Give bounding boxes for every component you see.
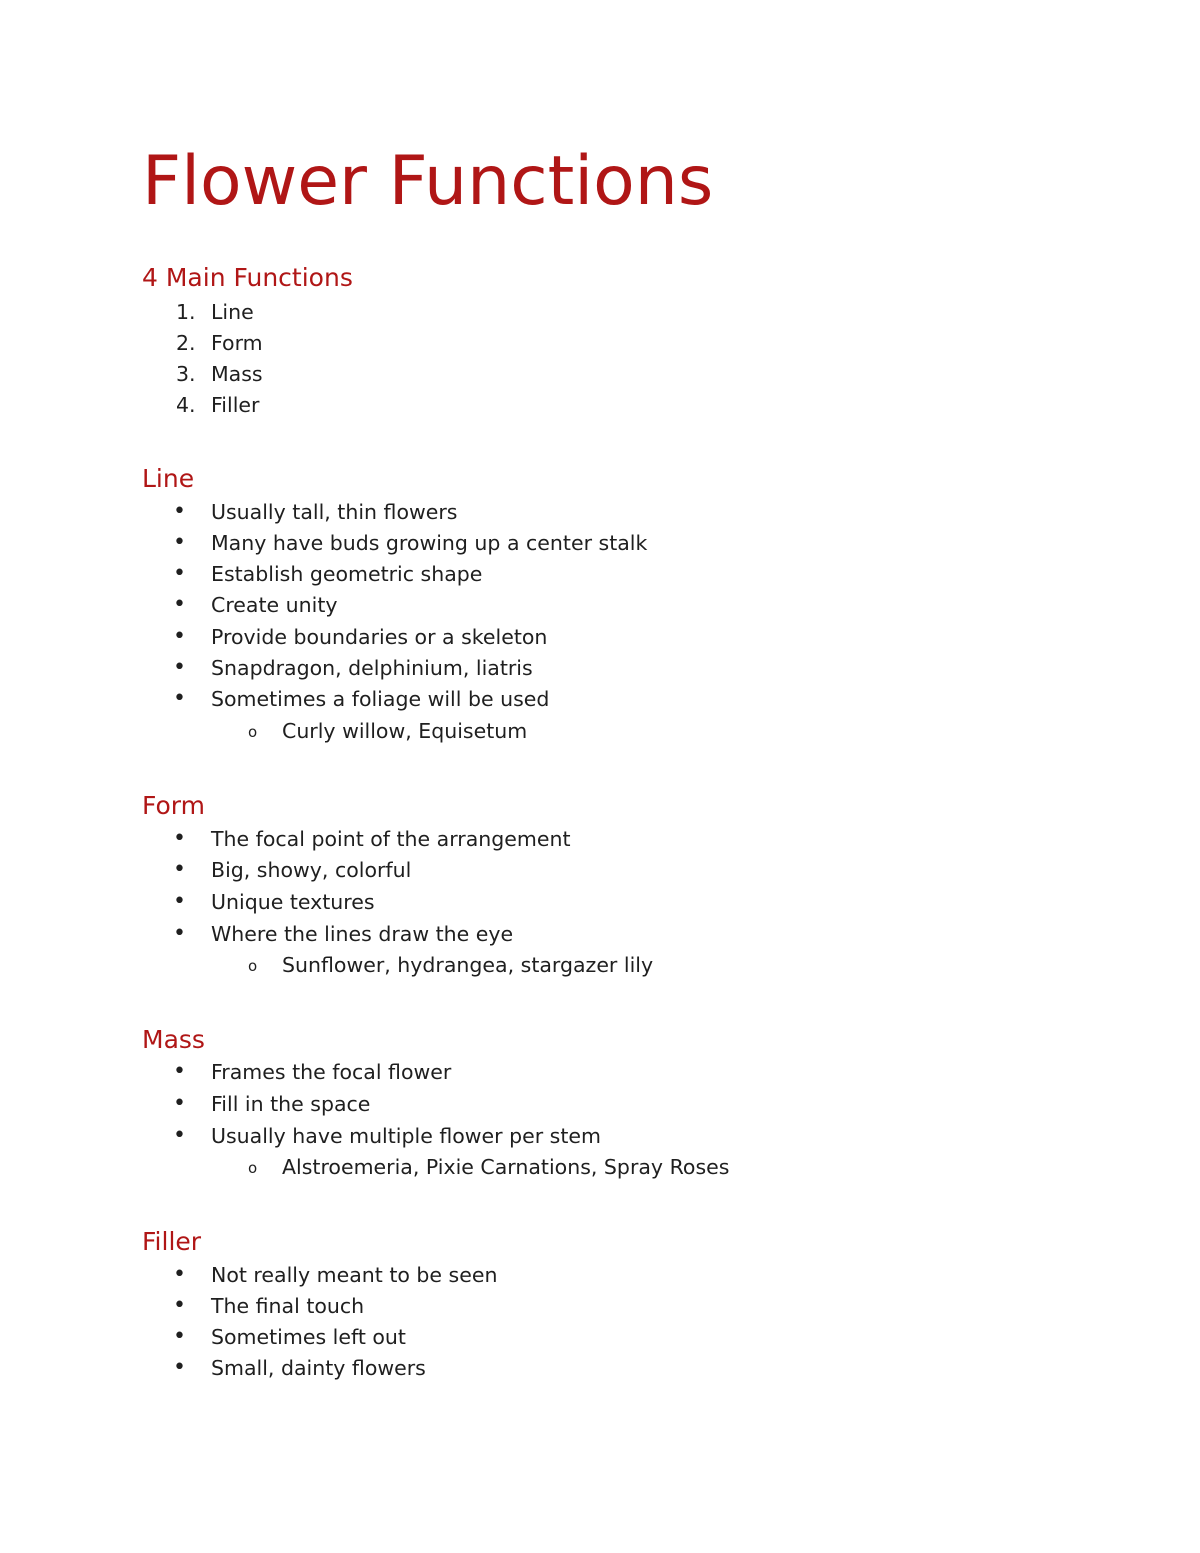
bullet-icon: • [173, 889, 186, 914]
sub-bullet-icon: o [248, 723, 258, 741]
list-item: Mass [211, 362, 263, 386]
list-item: Unique textures [211, 890, 375, 914]
list-number: 1. [176, 300, 196, 324]
bullet-icon: • [173, 1262, 186, 1287]
bullet-icon: • [173, 1324, 186, 1349]
bullet-icon: • [173, 1123, 186, 1148]
list-number: 2. [176, 331, 196, 355]
sub-bullet-icon: o [248, 957, 258, 975]
bullet-icon: • [173, 1091, 186, 1116]
bullet-icon: • [173, 655, 186, 680]
bullet-icon: • [173, 561, 186, 586]
list-item: Usually tall, thin flowers [211, 500, 458, 524]
bullet-icon: • [173, 857, 186, 882]
list-item: Sometimes a foliage will be used [211, 687, 550, 711]
sub-list-item: Sunflower, hydrangea, stargazer lily [282, 953, 654, 977]
list-item: Create unity [211, 593, 338, 617]
list-item: Small, dainty flowers [211, 1356, 426, 1380]
bullet-icon: • [173, 686, 186, 711]
list-item: Frames the focal flower [211, 1060, 452, 1084]
list-item: The final touch [211, 1294, 365, 1318]
section-heading-line: Line [142, 464, 195, 493]
list-item: Establish geometric shape [211, 562, 483, 586]
bullet-icon: • [173, 592, 186, 617]
bullet-icon: • [173, 1059, 186, 1084]
sub-list-item: Alstroemeria, Pixie Carnations, Spray Roses [282, 1155, 730, 1179]
list-item: Sometimes left out [211, 1325, 406, 1349]
list-item: Fill in the space [211, 1092, 371, 1116]
list-item: Filler [211, 393, 260, 417]
bullet-icon: • [173, 1355, 186, 1380]
bullet-icon: • [173, 826, 186, 851]
section-heading-filler: Filler [142, 1227, 202, 1256]
list-item: Provide boundaries or a skeleton [211, 625, 548, 649]
list-item: Many have buds growing up a center stalk [211, 531, 648, 555]
list-item: Line [211, 300, 254, 324]
section-heading-main-functions: 4 Main Functions [142, 263, 353, 292]
list-number: 3. [176, 362, 196, 386]
section-heading-form: Form [142, 791, 205, 820]
page-title: Flower Functions [142, 142, 714, 221]
list-item: The focal point of the arrangement [211, 827, 571, 851]
list-number: 4. [176, 393, 196, 417]
list-item: Big, showy, colorful [211, 858, 412, 882]
list-item: Where the lines draw the eye [211, 922, 514, 946]
sub-list-item: Curly willow, Equisetum [282, 719, 528, 743]
bullet-icon: • [173, 530, 186, 555]
list-item: Not really meant to be seen [211, 1263, 498, 1287]
list-item: Usually have multiple flower per stem [211, 1124, 601, 1148]
bullet-icon: • [173, 499, 186, 524]
bullet-icon: • [173, 921, 186, 946]
list-item: Snapdragon, delphinium, liatris [211, 656, 533, 680]
list-item: Form [211, 331, 263, 355]
bullet-icon: • [173, 1293, 186, 1318]
bullet-icon: • [173, 624, 186, 649]
section-heading-mass: Mass [142, 1025, 205, 1054]
sub-bullet-icon: o [248, 1159, 258, 1177]
